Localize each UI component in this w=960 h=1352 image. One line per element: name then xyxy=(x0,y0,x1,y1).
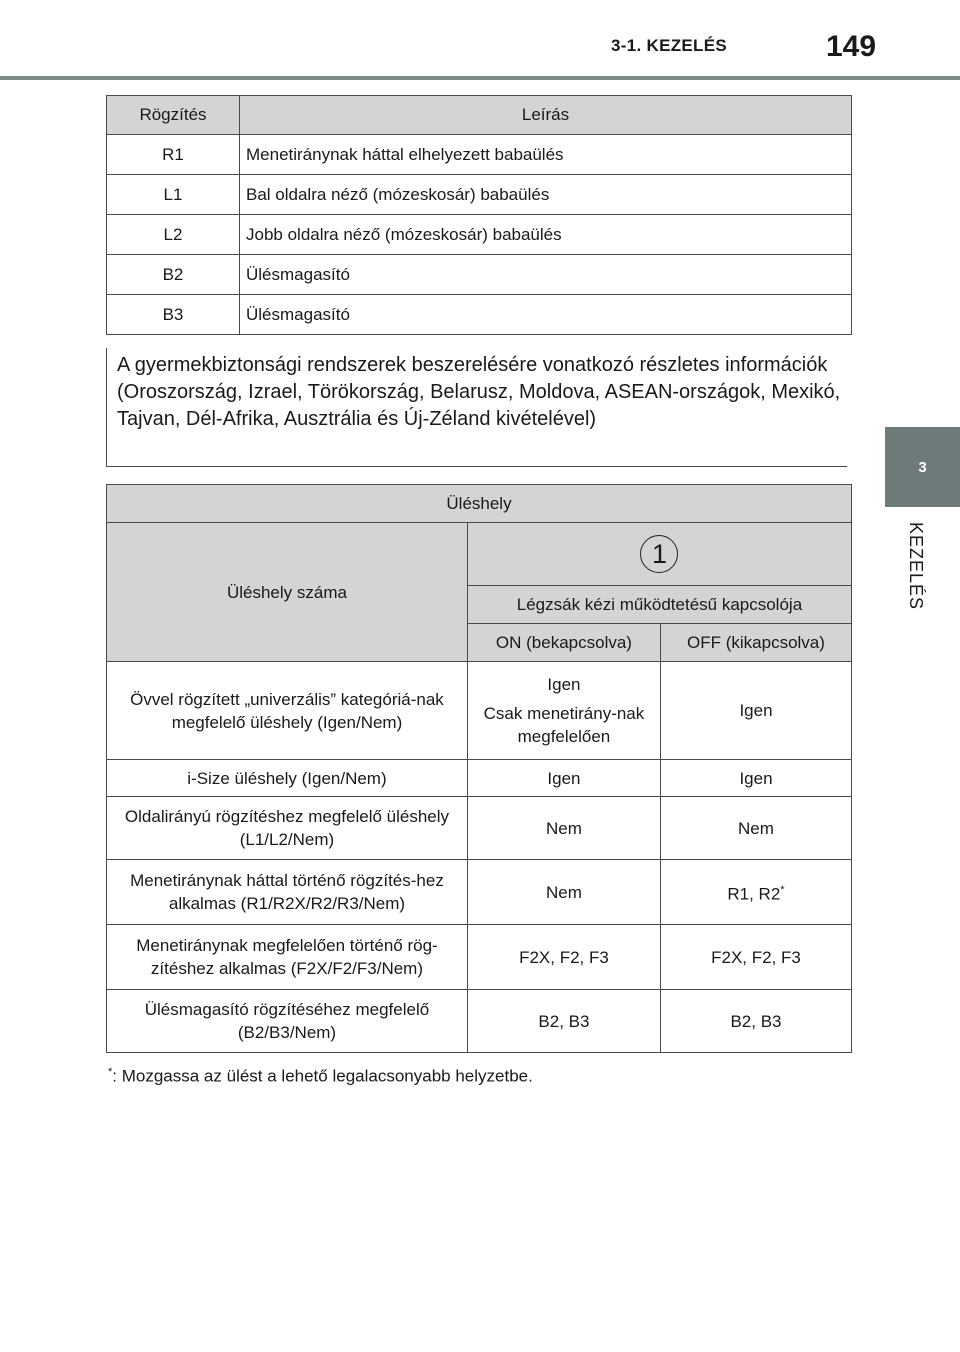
row-on-value: B2, B3 xyxy=(467,990,660,1053)
fixing-description: Ülésmagasító xyxy=(240,255,852,295)
fixing-code: L2 xyxy=(107,215,240,255)
info-box xyxy=(106,348,847,467)
table-row xyxy=(107,135,852,175)
table-row xyxy=(107,175,852,215)
header-divider xyxy=(0,76,960,80)
seat-number-label: Üléshely száma xyxy=(107,523,468,662)
info-text: A gyermekbiztonsági rendszerek beszerelésére vonatkozó részletes információk (Oroszország, Izrael, Törökország, Belarusz, Moldova, ASEAN-országok, Mexikó, Tajvan, Dél-Afrika, Ausztrália és Új-Zéland kivételével) xyxy=(117,354,841,430)
table-row xyxy=(107,662,852,760)
table-title-row xyxy=(107,485,852,523)
switch-off-label: OFF (kikapcsolva) xyxy=(660,624,851,662)
row-on-value: Nem xyxy=(467,797,660,860)
row-off-value: Igen xyxy=(660,760,851,797)
row-label: Ülésmagasító rögzítéséhez megfelelő (B2/B3/Nem) xyxy=(107,990,468,1053)
table-row xyxy=(107,990,852,1053)
row-off-value: B2, B3 xyxy=(660,990,851,1053)
row-on-value: F2X, F2, F3 xyxy=(467,925,660,990)
table-row xyxy=(107,760,852,797)
row-label: Oldalirányú rögzítéshez megfelelő üléshely (L1/L2/Nem) xyxy=(107,797,468,860)
switch-on-label: ON (bekapcsolva) xyxy=(467,624,660,662)
chapter-tab xyxy=(885,427,960,507)
airbag-switch-label: Légzsák kézi működtetésű kapcsolója xyxy=(467,586,851,624)
seat-number-badge: 1 xyxy=(640,535,678,573)
seat-number-cell xyxy=(467,523,851,586)
table-row xyxy=(107,295,852,335)
chapter-number: 3 xyxy=(918,458,927,476)
seating-positions-table xyxy=(106,484,852,1053)
row-on-value xyxy=(467,662,660,760)
row-off-value xyxy=(660,860,851,925)
row-on-value-line: Igen xyxy=(547,675,581,694)
footnote xyxy=(108,1066,533,1087)
footnote-marker: * xyxy=(108,1066,113,1078)
row-off-value: Igen xyxy=(660,662,851,760)
row-off-value: F2X, F2, F3 xyxy=(660,925,851,990)
fixing-code: B2 xyxy=(107,255,240,295)
row-off-value-text: R1, R2 xyxy=(727,884,781,904)
fixing-code: R1 xyxy=(107,135,240,175)
fixing-description: Ülésmagasító xyxy=(240,295,852,335)
row-on-value-note: Csak menetirány-nak megfelelően xyxy=(483,704,645,746)
table-row xyxy=(107,797,852,860)
row-on-value: Nem xyxy=(467,860,660,925)
page-number: 149 xyxy=(826,30,877,63)
fixing-code: L1 xyxy=(107,175,240,215)
row-label: i-Size üléshely (Igen/Nem) xyxy=(107,760,468,797)
column-header-description: Leírás xyxy=(240,96,852,135)
seating-position-title: Üléshely xyxy=(107,485,852,523)
footnote-text: : Mozgassa az ülést a lehető legalacsonyabb helyzetbe. xyxy=(112,1066,533,1086)
row-off-value: Nem xyxy=(660,797,851,860)
seat-number-row xyxy=(107,523,852,586)
fixing-description: Bal oldalra néző (mózeskosár) babaülés xyxy=(240,175,852,215)
row-label: Menetiránynak megfelelően történő rög-zítéshez alkalmas (F2X/F2/F3/Nem) xyxy=(107,925,468,990)
chapter-label: KEZELÉS xyxy=(906,522,926,611)
table-row xyxy=(107,925,852,990)
row-label: Menetiránynak háttal történő rögzítés-hez alkalmas (R1/R2X/R2/R3/Nem) xyxy=(107,860,468,925)
fixing-types-table xyxy=(106,95,852,335)
fixing-description: Menetiránynak háttal elhelyezett babaülés xyxy=(240,135,852,175)
table-row xyxy=(107,255,852,295)
column-header-fixing: Rögzítés xyxy=(107,96,240,135)
row-on-value: Igen xyxy=(467,760,660,797)
fixing-description: Jobb oldalra néző (mózeskosár) babaülés xyxy=(240,215,852,255)
section-title: 3-1. KEZELÉS xyxy=(611,36,728,55)
table-row xyxy=(107,215,852,255)
table-header-row xyxy=(107,96,852,135)
fixing-code: B3 xyxy=(107,295,240,335)
footnote-marker: * xyxy=(780,883,785,896)
table-row xyxy=(107,860,852,925)
row-label: Övvel rögzített „univerzális” kategóriá-nak megfelelő üléshely (Igen/Nem) xyxy=(107,662,468,760)
